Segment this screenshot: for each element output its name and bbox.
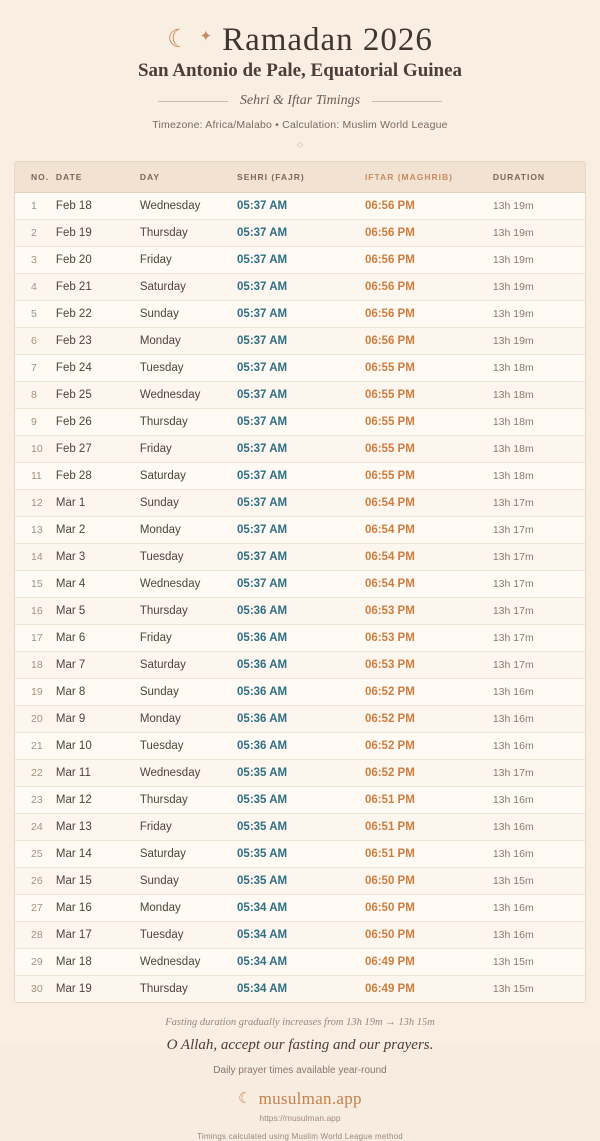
cell-iftar: 06:52 PM	[365, 706, 493, 733]
cell-day: Monday	[140, 517, 237, 544]
table-row	[15, 895, 585, 922]
cell-iftar: 06:51 PM	[365, 841, 493, 868]
cell-iftar: 06:50 PM	[365, 868, 493, 895]
cell-iftar: 06:49 PM	[365, 949, 493, 976]
cell-day: Wednesday	[140, 382, 237, 409]
dua-text: O Allah, accept our fasting and our prayers.	[166, 1037, 434, 1053]
table-row	[15, 625, 585, 652]
cell-iftar: 06:54 PM	[365, 571, 493, 598]
cell-sehri: 05:37 AM	[237, 220, 365, 247]
cell-day: Sunday	[140, 679, 237, 706]
cell-date: Feb 27	[56, 436, 140, 463]
cell-day: Saturday	[140, 463, 237, 490]
cell-no: 29	[15, 949, 56, 976]
cell-no: 24	[15, 814, 56, 841]
cell-duration: 13h 17m	[493, 652, 585, 679]
cell-duration: 13h 17m	[493, 760, 585, 787]
cell-date: Mar 7	[56, 652, 140, 679]
cell-no: 22	[15, 760, 56, 787]
title-row	[0, 22, 600, 59]
cell-day: Wednesday	[140, 949, 237, 976]
cell-iftar: 06:55 PM	[365, 382, 493, 409]
cell-iftar: 06:54 PM	[365, 517, 493, 544]
cell-sehri: 05:35 AM	[237, 868, 365, 895]
cell-duration: 13h 19m	[493, 274, 585, 301]
cell-day: Monday	[140, 895, 237, 922]
cell-date: Mar 16	[56, 895, 140, 922]
table-row	[15, 949, 585, 976]
star-icon: ✦	[199, 28, 213, 45]
cell-duration: 13h 18m	[493, 382, 585, 409]
table-row	[15, 814, 585, 841]
cell-day: Thursday	[140, 787, 237, 814]
cell-iftar: 06:53 PM	[365, 598, 493, 625]
table-row	[15, 463, 585, 490]
cell-day: Friday	[140, 625, 237, 652]
cell-date: Mar 18	[56, 949, 140, 976]
column-header-date: DATE	[56, 162, 140, 193]
cell-sehri: 05:37 AM	[237, 301, 365, 328]
cell-no: 6	[15, 328, 56, 355]
table-row	[15, 382, 585, 409]
cell-no: 9	[15, 409, 56, 436]
cell-date: Mar 19	[55, 983, 92, 995]
cell-no: 11	[15, 463, 56, 490]
cell-date: Mar 4	[56, 571, 140, 598]
cell-day: Sunday	[140, 868, 237, 895]
cell-date: Mar 15	[56, 868, 140, 895]
cell-day: Saturday	[140, 652, 237, 679]
cell-duration: 13h 15m	[493, 868, 585, 895]
cell-no: 10	[15, 436, 56, 463]
column-header-duration: DURATION	[493, 162, 585, 193]
cell-no: 1	[15, 193, 56, 220]
cell-duration: 13h 17m	[493, 517, 585, 544]
cell-no: 5	[15, 301, 56, 328]
timings-table-card	[14, 161, 586, 1003]
cell-duration: 13h 18m	[493, 436, 585, 463]
cell-duration: 13h 19m	[493, 247, 585, 274]
cell-date: Mar 9	[56, 706, 140, 733]
table-row	[15, 679, 585, 706]
cell-sehri: 05:37 AM	[237, 193, 365, 220]
table-row	[15, 220, 585, 247]
cell-duration: 13h 19m	[493, 328, 585, 355]
table-row	[15, 598, 585, 625]
cell-no: 20	[15, 706, 56, 733]
cell-sehri: 05:36 AM	[237, 733, 365, 760]
cell-iftar: 06:49 PM	[364, 983, 415, 995]
cell-sehri: 05:34 AM	[237, 949, 365, 976]
cell-duration: 13h 18m	[493, 463, 585, 490]
table-row	[15, 193, 585, 220]
cell-no: 18	[15, 652, 56, 679]
table-row	[15, 787, 585, 814]
cell-date: Mar 14	[56, 841, 140, 868]
cell-no: 12	[15, 490, 56, 517]
cell-day: Tuesday	[140, 733, 237, 760]
cell-date: Feb 26	[56, 409, 140, 436]
table-body	[15, 193, 585, 1003]
cell-date: Feb 21	[56, 274, 140, 301]
cell-no: 4	[15, 274, 56, 301]
cell-duration: 13h 19m	[493, 220, 585, 247]
cell-no: 30	[31, 983, 43, 995]
cell-no: 16	[15, 598, 56, 625]
cell-iftar: 06:56 PM	[365, 274, 493, 301]
cell-iftar: 06:53 PM	[365, 625, 493, 652]
cell-no: 3	[15, 247, 56, 274]
timings-label: Sehri & Iftar Timings	[239, 93, 361, 108]
cell-date: Feb 23	[56, 328, 140, 355]
cell-day: Saturday	[140, 841, 237, 868]
cell-sehri: 05:36 AM	[237, 652, 365, 679]
cell-sehri: 05:36 AM	[237, 679, 365, 706]
cell-iftar: 06:55 PM	[365, 436, 493, 463]
cell-duration: 13h 17m	[493, 625, 585, 652]
cell-date: Mar 5	[56, 598, 140, 625]
cell-day: Tuesday	[140, 355, 237, 382]
page-header	[0, 0, 600, 149]
cell-duration: 13h 17m	[493, 490, 585, 517]
cell-iftar: 06:50 PM	[365, 895, 493, 922]
table-row	[15, 733, 585, 760]
cell-duration: 13h 18m	[493, 409, 585, 436]
cell-sehri: 05:37 AM	[237, 436, 365, 463]
cell-iftar: 06:56 PM	[365, 193, 493, 220]
column-header-sehri: SEHRI (FAJR)	[237, 162, 365, 193]
cell-date: Mar 1	[56, 490, 140, 517]
cell-duration: 13h 18m	[493, 355, 585, 382]
timings-label-row	[0, 93, 600, 109]
column-header-day: DAY	[140, 162, 237, 193]
cell-date: Mar 3	[56, 544, 140, 571]
cell-date: Mar 11	[56, 760, 140, 787]
cell-date: Mar 10	[56, 733, 140, 760]
cell-iftar: 06:56 PM	[365, 328, 493, 355]
cell-duration: 13h 15m	[493, 949, 585, 976]
cell-no: 15	[15, 571, 56, 598]
cell-iftar: 06:55 PM	[365, 409, 493, 436]
cell-date: Feb 28	[56, 463, 140, 490]
cell-duration: 13h 16m	[493, 895, 585, 922]
brand-url[interactable]: https://musulman.app	[259, 1113, 341, 1123]
cell-date: Feb 22	[56, 301, 140, 328]
cell-iftar: 06:52 PM	[365, 760, 493, 787]
cell-date: Feb 25	[56, 382, 140, 409]
cell-sehri: 05:35 AM	[237, 814, 365, 841]
cell-day: Thursday	[140, 220, 237, 247]
cell-date: Mar 17	[56, 922, 140, 949]
cell-duration: 13h 16m	[493, 841, 585, 868]
brand-crescent-icon: ☾	[238, 1089, 252, 1107]
cell-no: 23	[15, 787, 56, 814]
cell-date: Feb 18	[56, 193, 140, 220]
cell-duration: 13h 16m	[493, 679, 585, 706]
cell-sehri: 05:35 AM	[237, 787, 365, 814]
cell-date: Mar 13	[56, 814, 140, 841]
table-row	[15, 409, 585, 436]
location-subtitle: San Antonio de Pale, Equatorial Guinea	[137, 60, 463, 81]
column-header-no: NO.	[15, 162, 56, 193]
meta-info: Timezone: Africa/Malabo • Calculation: Muslim World League	[152, 119, 448, 131]
cell-sehri: 05:37 AM	[237, 382, 365, 409]
cell-day: Tuesday	[140, 922, 237, 949]
cell-duration: 13h 17m	[493, 571, 585, 598]
cell-sehri: 05:36 AM	[237, 706, 365, 733]
cell-day: Sunday	[140, 490, 237, 517]
cell-sehri: 05:37 AM	[237, 409, 365, 436]
table-row	[15, 868, 585, 895]
cell-duration: 13h 17m	[493, 598, 585, 625]
cell-date: Mar 2	[56, 517, 140, 544]
cell-day: Friday	[140, 814, 237, 841]
table-header-row	[15, 162, 585, 193]
cell-day: Monday	[140, 706, 237, 733]
divider-left	[158, 101, 228, 102]
table-row	[15, 355, 585, 382]
timings-table	[15, 162, 585, 1002]
cell-date: Feb 20	[56, 247, 140, 274]
cell-day: Monday	[140, 328, 237, 355]
cell-no: 21	[15, 733, 56, 760]
cell-day: Wednesday	[140, 193, 237, 220]
cell-no: 2	[15, 220, 56, 247]
cell-sehri: 05:34 AM	[237, 922, 365, 949]
cell-iftar: 06:56 PM	[365, 247, 493, 274]
cell-duration: 13h 17m	[493, 544, 585, 571]
cell-sehri: 05:37 AM	[237, 247, 365, 274]
cell-sehri: 05:36 AM	[237, 625, 365, 652]
cell-iftar: 06:54 PM	[365, 490, 493, 517]
table-row	[15, 544, 585, 571]
cell-day: Tuesday	[140, 544, 237, 571]
cell-iftar: 06:56 PM	[365, 301, 493, 328]
cell-duration: 13h 16m	[493, 733, 585, 760]
cell-date: Mar 12	[56, 787, 140, 814]
cell-sehri: 05:37 AM	[237, 328, 365, 355]
cell-iftar: 06:53 PM	[365, 652, 493, 679]
table-header	[15, 162, 585, 193]
cell-day: Thursday	[139, 983, 188, 995]
table-row	[15, 706, 585, 733]
cell-sehri: 05:35 AM	[237, 841, 365, 868]
availability-note: Daily prayer times available year-round	[213, 1065, 387, 1076]
cell-day: Sunday	[140, 301, 237, 328]
cell-duration: 13h 16m	[493, 706, 585, 733]
cell-iftar: 06:55 PM	[365, 463, 493, 490]
cell-no: 7	[15, 355, 56, 382]
cell-day: Wednesday	[140, 571, 237, 598]
cell-date: Mar 8	[56, 679, 140, 706]
cell-no: 25	[15, 841, 56, 868]
table-row	[15, 274, 585, 301]
cell-duration: 13h 16m	[493, 814, 585, 841]
cell-no: 27	[15, 895, 56, 922]
table-row	[15, 328, 585, 355]
calculation-note: Timings calculated using Muslim World League method	[197, 1132, 403, 1141]
cell-sehri: 05:37 AM	[237, 274, 365, 301]
table-row	[15, 841, 585, 868]
cell-no: 26	[15, 868, 56, 895]
cell-no: 19	[15, 679, 56, 706]
brand-row[interactable]	[0, 1089, 600, 1109]
brand-name[interactable]: musulman.app	[258, 1089, 362, 1108]
cell-iftar: 06:51 PM	[365, 814, 493, 841]
page-footer	[0, 1017, 600, 1141]
cell-day: Saturday	[140, 274, 237, 301]
cell-day: Friday	[140, 247, 237, 274]
table-row	[15, 436, 585, 463]
table-row	[15, 301, 585, 328]
page-title: Ramadan 2026	[222, 22, 433, 58]
cell-iftar: 06:54 PM	[365, 544, 493, 571]
diamond-ornament-icon: ◇	[296, 140, 304, 149]
cell-sehri: 05:37 AM	[237, 490, 365, 517]
table-row	[15, 517, 585, 544]
cell-duration: 13h 16m	[493, 922, 585, 949]
cell-sehri: 05:37 AM	[237, 517, 365, 544]
cell-sehri: 05:34 AM	[237, 983, 288, 995]
cell-sehri: 05:37 AM	[237, 355, 365, 382]
cell-iftar: 06:51 PM	[365, 787, 493, 814]
cell-no: 13	[15, 517, 56, 544]
table-row	[15, 571, 585, 598]
divider-right	[372, 101, 442, 102]
cell-date: Feb 19	[56, 220, 140, 247]
cell-no: 14	[15, 544, 56, 571]
cell-date: Feb 24	[56, 355, 140, 382]
cell-sehri: 05:36 AM	[237, 598, 365, 625]
cell-iftar: 06:50 PM	[365, 922, 493, 949]
cell-sehri: 05:35 AM	[237, 760, 365, 787]
cell-iftar: 06:52 PM	[365, 733, 493, 760]
table-row	[15, 490, 585, 517]
table-row	[15, 652, 585, 679]
cell-sehri: 05:37 AM	[237, 571, 365, 598]
cell-sehri: 05:34 AM	[237, 895, 365, 922]
cell-day: Thursday	[140, 598, 237, 625]
column-header-iftar: IFTAR (MAGHRIB)	[365, 162, 493, 193]
cell-day: Thursday	[140, 409, 237, 436]
table-row	[15, 922, 585, 949]
cell-duration: 13h 19m	[493, 301, 585, 328]
cell-day: Wednesday	[140, 760, 237, 787]
crescent-moon-icon: ☾	[167, 25, 190, 53]
cell-date: Mar 6	[56, 625, 140, 652]
cell-no: 17	[15, 625, 56, 652]
cell-iftar: 06:55 PM	[365, 355, 493, 382]
table-row	[15, 247, 585, 274]
cell-duration: 13h 15m	[492, 983, 534, 995]
table-row	[15, 976, 585, 1003]
cell-duration: 13h 19m	[493, 193, 585, 220]
cell-day: Friday	[140, 436, 237, 463]
cell-no: 8	[15, 382, 56, 409]
cell-sehri: 05:37 AM	[237, 544, 365, 571]
cell-duration: 13h 16m	[493, 787, 585, 814]
cell-iftar: 06:52 PM	[365, 679, 493, 706]
cell-sehri: 05:37 AM	[237, 463, 365, 490]
cell-iftar: 06:56 PM	[365, 220, 493, 247]
duration-note: Fasting duration gradually increases from 13h 19m → 13h 15m	[165, 1017, 435, 1028]
cell-no: 28	[15, 922, 56, 949]
table-row	[15, 760, 585, 787]
